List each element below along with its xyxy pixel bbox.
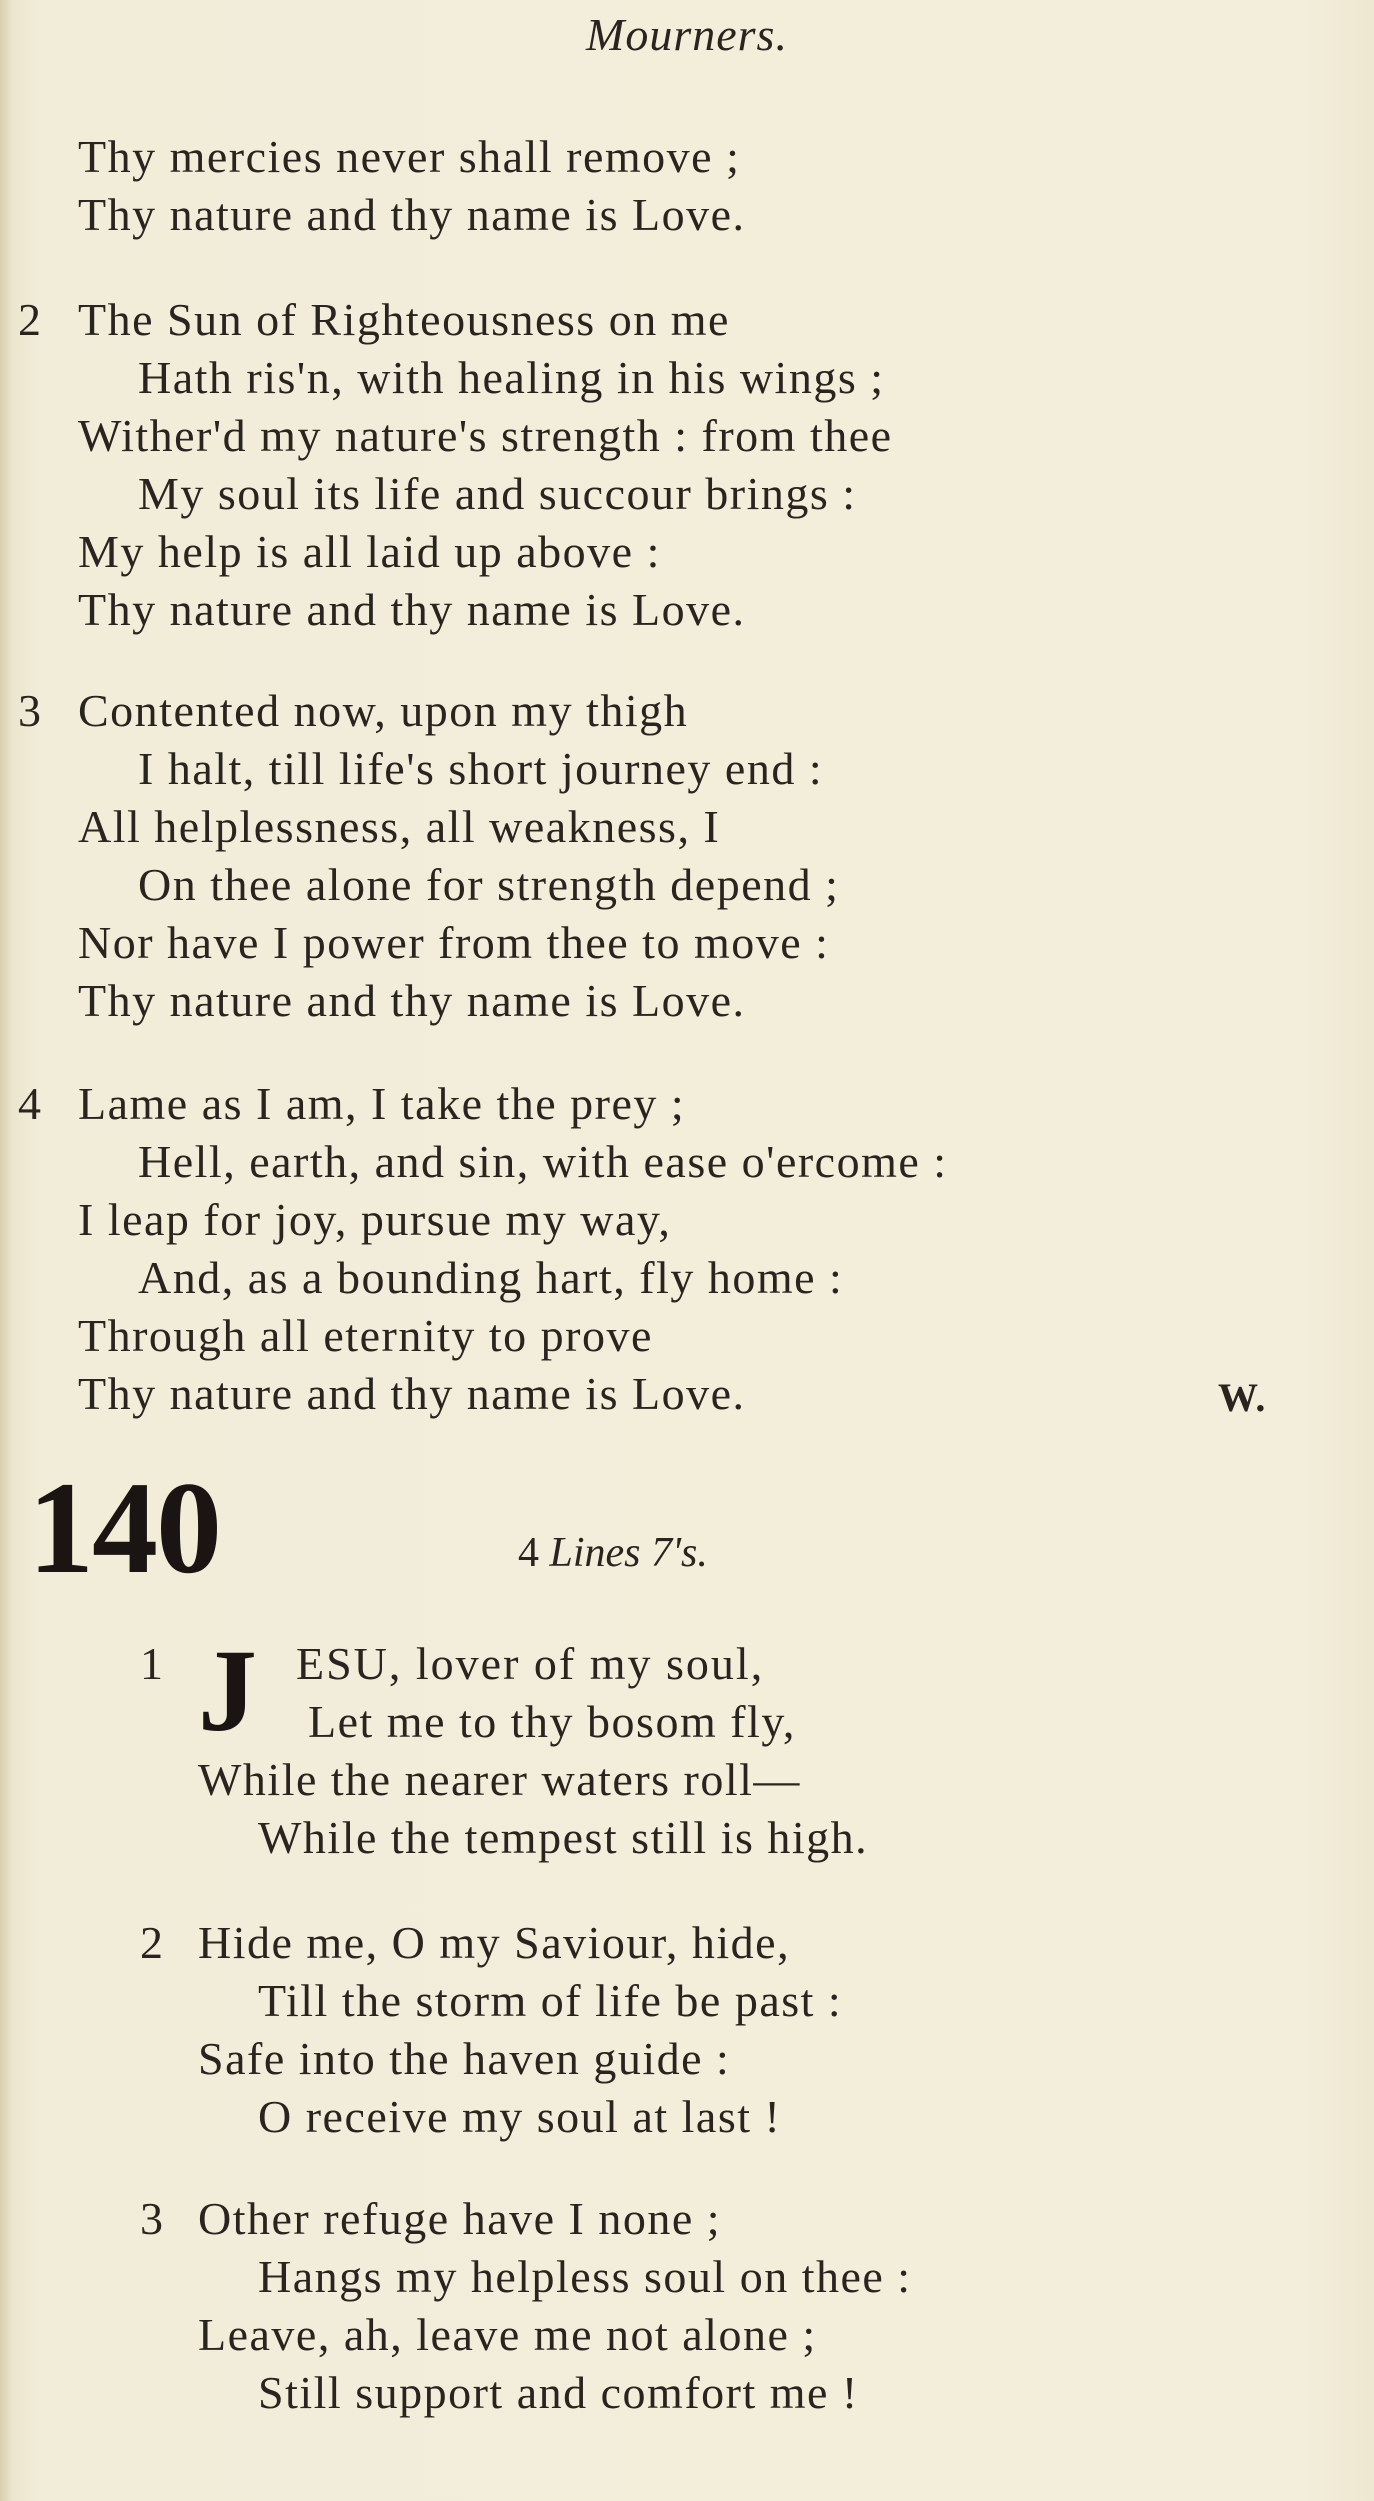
- verse-line: My help is all laid up above :: [78, 526, 661, 577]
- verse-line: Lame as I am, I take the prey ;: [78, 1078, 686, 1129]
- verse-line: While the tempest still is high.: [258, 1812, 869, 1863]
- verse-line: Thy nature and thy name is Love.: [78, 189, 746, 240]
- meter-name: Lines 7's.: [549, 1530, 708, 1576]
- verse-line: And, as a bounding hart, fly home :: [138, 1252, 844, 1303]
- page-gutter-shadow: [0, 0, 12, 2501]
- verse-number: 3: [18, 685, 41, 736]
- meter-label: [518, 1532, 708, 1574]
- verse-line: Thy nature and thy name is Love.: [78, 1368, 746, 1419]
- verse-line: Hath ris'n, with healing in his wings ;: [138, 352, 885, 403]
- verse-line: While the nearer waters roll—: [198, 1754, 801, 1805]
- verse-line: On thee alone for strength depend ;: [138, 859, 840, 910]
- verse-line: Thy nature and thy name is Love.: [78, 584, 746, 635]
- verse-line: Through all eternity to prove: [78, 1310, 653, 1361]
- verse-line: Safe into the haven guide :: [198, 2033, 731, 2084]
- verse-line: Till the storm of life be past :: [258, 1975, 843, 2026]
- verse-line: I leap for joy, pursue my way,: [78, 1194, 672, 1245]
- verse-line: Contented now, upon my thigh: [78, 685, 689, 736]
- running-title: Mourners.: [586, 9, 788, 60]
- verse-line: The Sun of Righteousness on me: [78, 294, 730, 345]
- verse-line: Still support and comfort me !: [258, 2367, 859, 2418]
- verse-line: Thy mercies never shall remove ;: [78, 131, 741, 182]
- verse-line: All helplessness, all weakness, I: [78, 801, 721, 852]
- verse-line: I halt, till life's short journey end :: [138, 743, 824, 794]
- verse-line: Thy nature and thy name is Love.: [78, 975, 746, 1026]
- verse-line: ESU, lover of my soul,: [296, 1638, 765, 1689]
- verse-number: 2: [18, 294, 41, 345]
- verse-line: Hangs my helpless soul on thee :: [258, 2251, 912, 2302]
- verse-number: 2: [140, 1917, 163, 1968]
- verse-line: My soul its life and succour brings :: [138, 468, 857, 519]
- author-attribution: W.: [1218, 1375, 1267, 1420]
- verse-line: Hide me, O my Saviour, hide,: [198, 1917, 791, 1968]
- verse-number: 1: [140, 1638, 163, 1689]
- meter-count: 4: [518, 1530, 539, 1576]
- verse-line: Nor have I power from thee to move :: [78, 917, 830, 968]
- verse-line: Leave, ah, leave me not alone ;: [198, 2309, 817, 2360]
- verse-line: Hell, earth, and sin, with ease o'ercome :: [138, 1136, 948, 1187]
- verse-line: Wither'd my nature's strength : from thee: [78, 410, 893, 461]
- verse-number: 4: [18, 1078, 41, 1129]
- verse-line: Let me to thy bosom fly,: [308, 1696, 796, 1747]
- verse-line: O receive my soul at last !: [258, 2091, 782, 2142]
- verse-line: Other refuge have I none ;: [198, 2193, 722, 2244]
- hymn-number: 140: [28, 1454, 220, 1601]
- drop-cap: J: [198, 1625, 257, 1756]
- verse-number: 3: [140, 2193, 163, 2244]
